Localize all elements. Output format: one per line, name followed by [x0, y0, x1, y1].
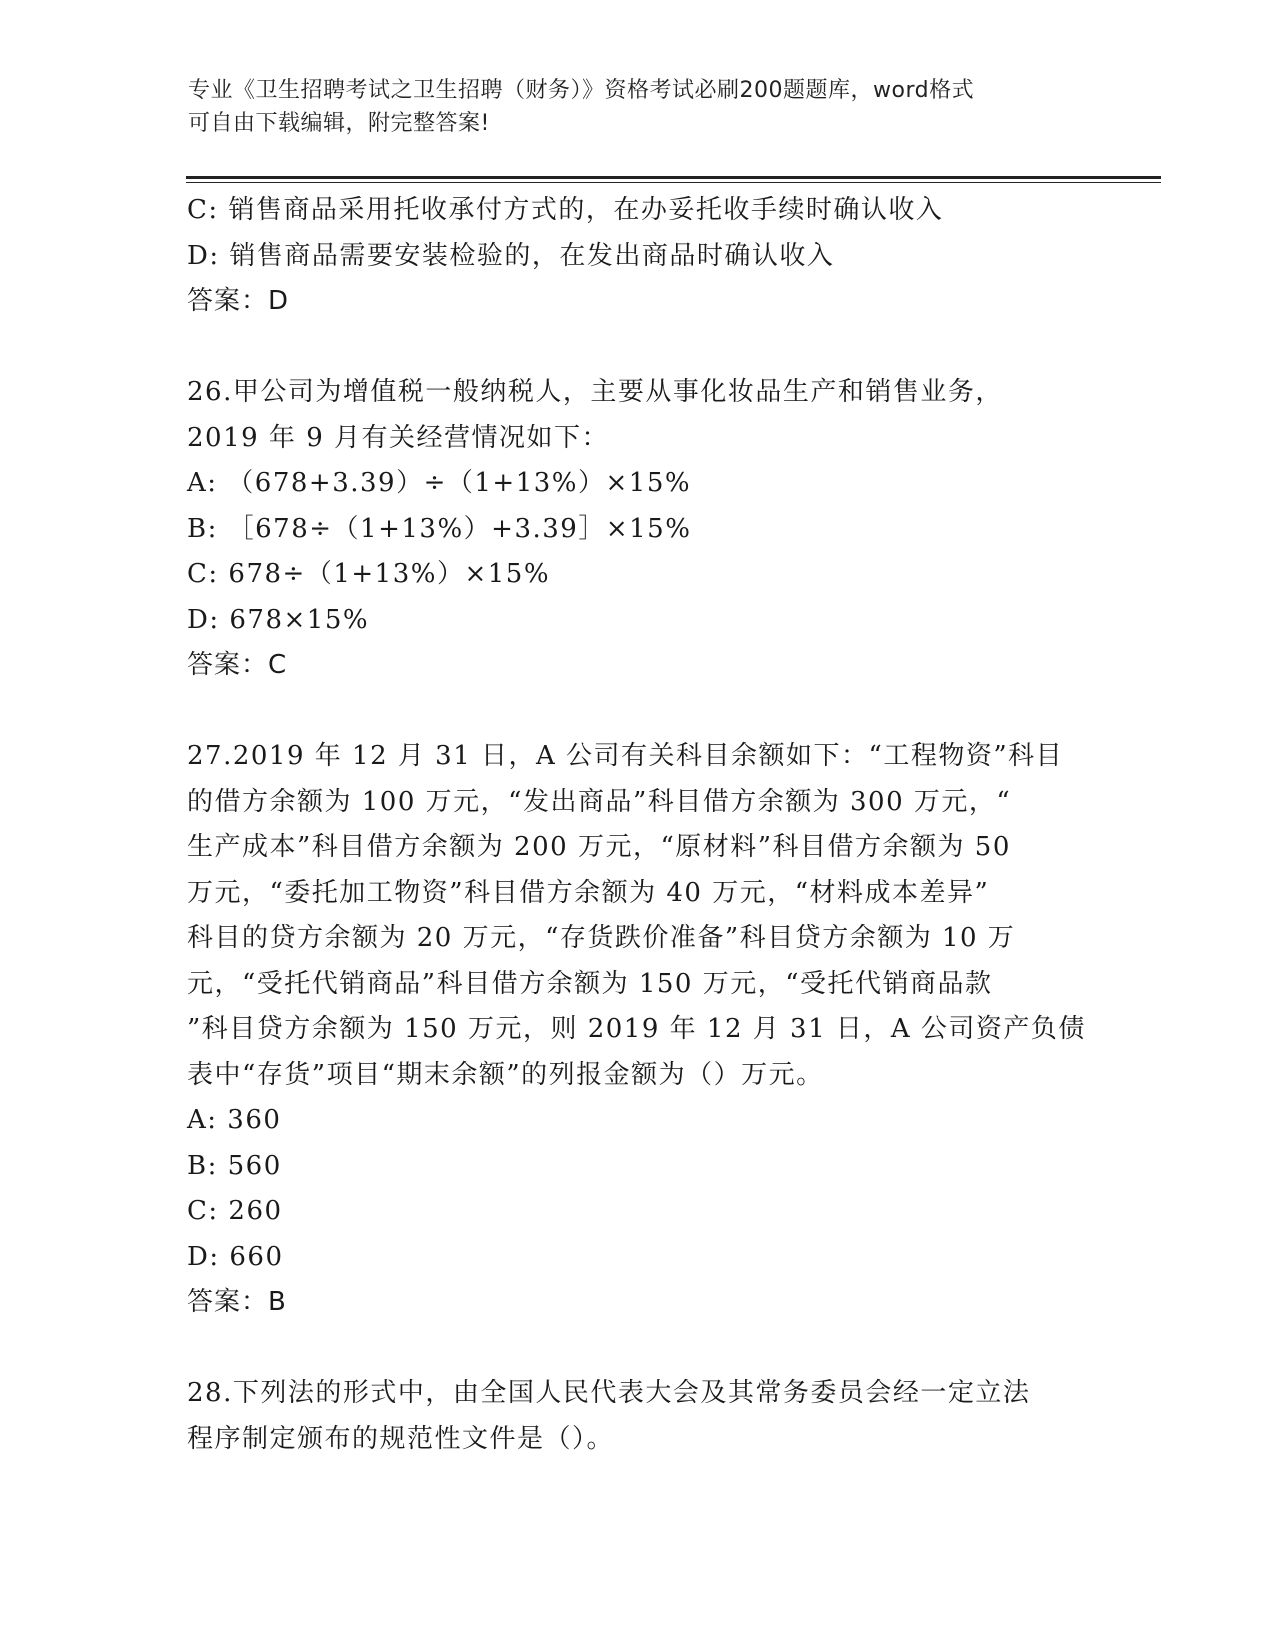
question-stem: 28.下列法的形式中，由全国人民代表大会及其常务委员会经一定立法 — [187, 1378, 1031, 1408]
option-c: C: 260 — [187, 1196, 283, 1226]
spacer — [187, 689, 1087, 735]
question-stem: 27.2019 年 12 月 31 日，A 公司有关科目余额如下：“工程物资”科目 — [187, 741, 1064, 771]
spacer — [187, 1326, 1087, 1372]
option-a: A: （678+3.39）÷（1+13%）×15% — [187, 468, 692, 498]
option-d: D: 678×15% — [187, 604, 370, 635]
question-stem: 科目的贷方余额为 20 万元，“存货跌价准备”科目贷方余额为 10 万 — [187, 923, 1016, 953]
option-c: C: 销售商品采用托收承付方式的，在办妥托收手续时确认收入 — [187, 195, 944, 225]
question-27 — [187, 734, 1087, 1326]
option-b: B: 560 — [187, 1150, 282, 1181]
spacer — [187, 325, 1087, 371]
header-title-line-1: 专业《卫生招聘考试之卫生招聘（财务）》资格考试必刷200题题库，word格式 — [188, 78, 975, 103]
question-content — [187, 188, 1087, 1462]
answer-label: 答案：B — [187, 1287, 287, 1317]
question-stem: 26.甲公司为增值税一般纳税人，主要从事化妆品生产和销售业务， — [187, 377, 1003, 407]
option-a: A: 360 — [187, 1105, 282, 1135]
question-28 — [187, 1371, 1087, 1462]
question-26 — [187, 370, 1087, 689]
question-stem: 元，“受托代销商品”科目借方余额为 150 万元，“受托代销商品款 — [187, 968, 993, 999]
question-25 — [187, 188, 1087, 325]
header-title-line-2: 可自由下载编辑，附完整答案! — [188, 111, 490, 136]
answer-label: 答案：D — [187, 286, 290, 316]
option-d: D: 660 — [187, 1241, 284, 1272]
question-stem: 程序制定颁布的规范性文件是（）。 — [187, 1423, 615, 1454]
question-stem: 万元，“委托加工物资”科目借方余额为 40 万元，“材料成本差异” — [187, 877, 990, 908]
header-rule-thin — [186, 182, 1161, 183]
option-d: D: 销售商品需要安装检验的，在发出商品时确认收入 — [187, 240, 835, 271]
question-stem: 表中“存货”项目“期末余额”的列报金额为（）万元。 — [187, 1059, 824, 1090]
document-header — [188, 74, 1068, 140]
answer-label: 答案：C — [187, 650, 288, 680]
question-stem: 生产成本”科目借方余额为 200 万元，“原材料”科目借方余额为 50 — [187, 832, 1011, 862]
question-stem: ”科目贷方余额为 150 万元，则 2019 年 12 月 31 日，A 公司资产负债 — [187, 1014, 1086, 1044]
question-stem: 2019 年 9 月有关经营情况如下： — [187, 422, 610, 453]
option-b: B: ［678÷（1+13%）+3.39］×15% — [187, 513, 692, 544]
header-rule-thick — [186, 176, 1161, 179]
question-stem: 的借方余额为 100 万元，“发出商品”科目借方余额为 300 万元，“ — [187, 786, 1012, 817]
option-c: C: 678÷（1+13%）×15% — [187, 559, 551, 589]
